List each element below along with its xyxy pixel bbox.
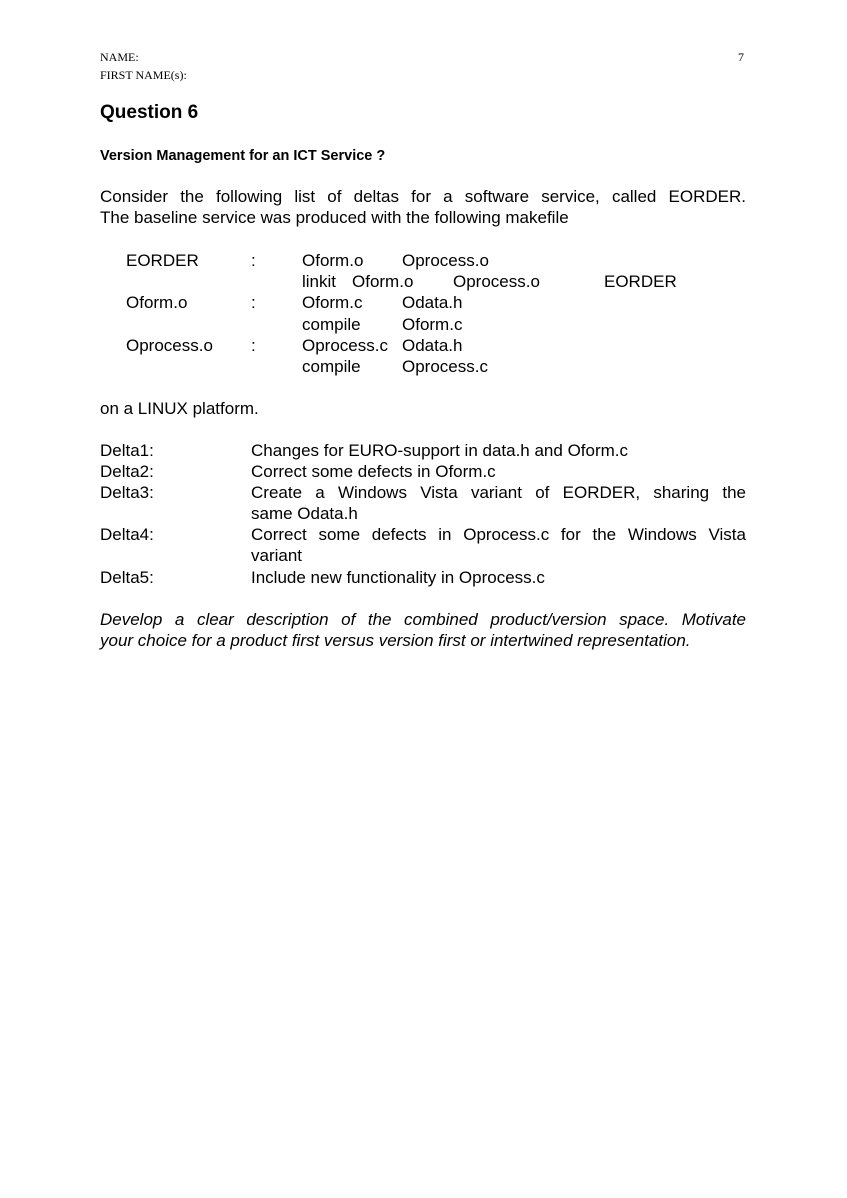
makefile-command: compile xyxy=(302,357,361,376)
intro-line: The baseline service was produced with the following makefile xyxy=(100,208,569,227)
makefile-dependency: Oprocess.o xyxy=(402,251,489,270)
delta-text: Correct some defects in Oprocess.c for the Windows Vista xyxy=(251,525,746,544)
makefile-argument: EORDER xyxy=(604,272,677,291)
delta-text: Changes for EURO-support in data.h and Oform.c xyxy=(251,441,629,460)
delta-description xyxy=(251,524,746,566)
delta-label: Delta2: xyxy=(100,462,154,481)
question-title: Question 6 xyxy=(100,102,199,123)
makefile-argument: Oprocess.c xyxy=(402,357,488,376)
makefile-argument: Oprocess.o xyxy=(453,272,540,291)
delta-description xyxy=(251,482,746,524)
delta-text: variant xyxy=(251,546,303,565)
platform-text: on a LINUX platform. xyxy=(100,399,259,418)
makefile-target: Oform.o xyxy=(126,293,188,312)
makefile-dependency: Oprocess.c xyxy=(302,336,388,355)
task-line: Develop a clear description of the combined product/version space. Motivate xyxy=(100,610,746,629)
delta-label: Delta1: xyxy=(100,441,154,460)
makefile-command: linkit xyxy=(302,272,337,291)
page-number: 7 xyxy=(738,50,744,64)
delta-text: Correct some defects in Oform.c xyxy=(251,462,496,481)
makefile-argument: Oform.c xyxy=(402,315,463,334)
first-name-label: FIRST NAME(s): xyxy=(100,68,187,82)
delta-text: same Odata.h xyxy=(251,504,358,523)
delta-label: Delta4: xyxy=(100,525,154,544)
makefile-dependency: Oform.c xyxy=(302,293,363,312)
makefile-command: compile xyxy=(302,315,361,334)
makefile-target: EORDER xyxy=(126,251,199,270)
delta-description xyxy=(251,567,746,588)
question-subtitle: Version Management for an ICT Service ? xyxy=(100,148,386,164)
name-label: NAME: xyxy=(100,50,139,64)
delta-label: Delta3: xyxy=(100,483,154,502)
makefile-argument: Oform.o xyxy=(352,272,414,291)
delta-description xyxy=(251,440,746,461)
task-instruction xyxy=(100,609,746,651)
delta-description xyxy=(251,461,746,482)
makefile-colon: : xyxy=(251,293,256,312)
makefile-target: Oprocess.o xyxy=(126,336,213,355)
delta-label: Delta5: xyxy=(100,568,154,587)
makefile-colon: : xyxy=(251,251,256,270)
task-line: your choice for a product first versus version first or intertwined representation. xyxy=(100,631,691,650)
makefile-dependency: Oform.o xyxy=(302,251,364,270)
intro-paragraph xyxy=(100,186,746,228)
makefile-colon: : xyxy=(251,336,256,355)
delta-text: Create a Windows Vista variant of EORDER, sharing the xyxy=(251,483,746,502)
intro-line: Consider the following list of deltas for a software service, called EORDER. xyxy=(100,187,746,206)
delta-text: Include new functionality in Oprocess.c xyxy=(251,568,545,587)
makefile-dependency: Odata.h xyxy=(402,336,463,355)
makefile-dependency: Odata.h xyxy=(402,293,463,312)
